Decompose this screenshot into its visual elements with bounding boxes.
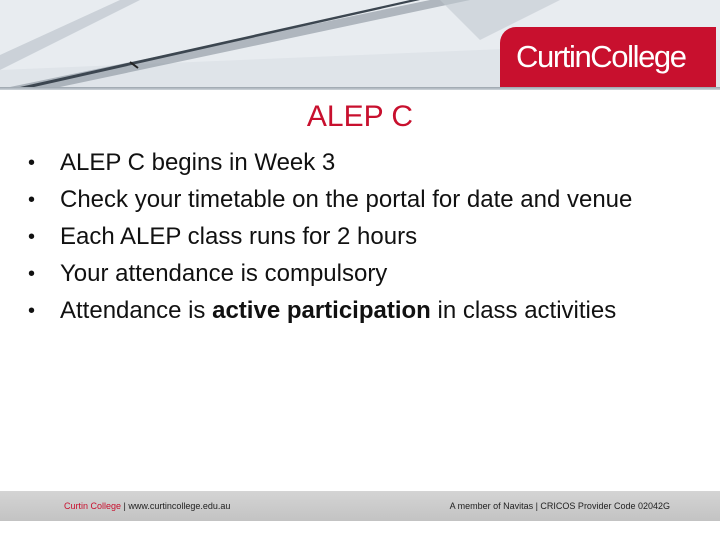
curtin-college-logo[interactable]: CurtinCollege [500,27,716,87]
bullet-item [22,296,682,326]
footer-website-link[interactable]: www.curtincollege.edu.au [128,501,231,511]
bullet-list [22,148,682,333]
bullet-dot-icon: • [28,300,36,322]
bullet-item [22,185,682,215]
bullet-dot-icon: • [28,152,36,174]
bullet-text: Check your timetable on the portal for date and venue [60,186,633,213]
bullet-dot-icon: • [28,263,36,285]
footer-separator: | [121,501,129,511]
bullet-text: in class activities [430,297,617,324]
bullet-item [22,148,682,178]
bullet-text: Your attendance is compulsory [60,260,388,287]
footer-brand: Curtin College [64,501,122,511]
bullet-dot-icon: • [28,226,36,248]
bullet-text: Attendance is [60,297,213,324]
header-banner [0,0,720,87]
bullet-text: ALEP C begins in Week 3 [60,149,336,176]
bullet-item [22,259,682,289]
footer-bar [0,491,720,521]
bullet-emphasis: active participation [212,297,431,324]
footer-brand-line [64,501,230,511]
bullet-text: Each ALEP class runs for 2 hours [60,223,418,250]
bullet-item [22,222,682,252]
slide-title: ALEP C [306,100,414,133]
header-divider [0,87,720,90]
bullet-dot-icon: • [28,189,36,211]
footer-member-text: A member of Navitas | CRICOS Provider Code 02042G [449,501,670,511]
